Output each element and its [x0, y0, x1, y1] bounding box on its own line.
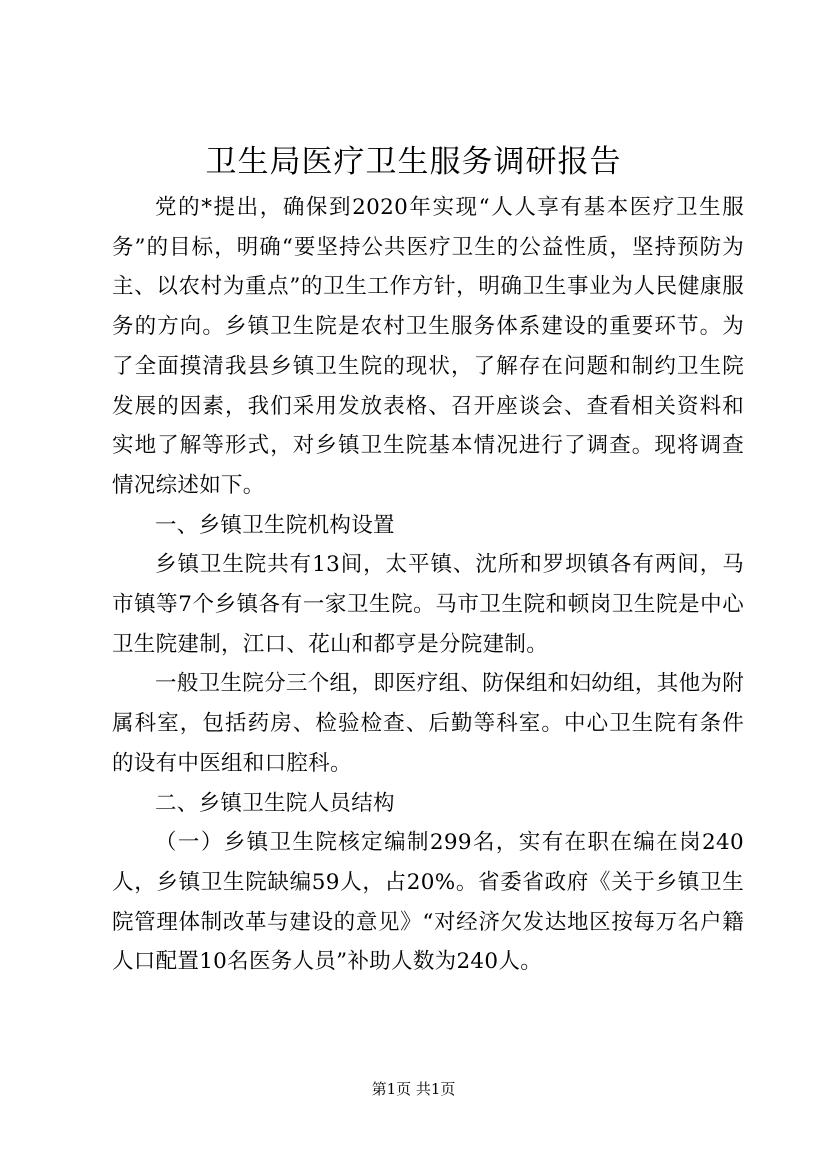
section-heading-2: 二、乡镇卫生院人员结构 [155, 790, 395, 816]
document-body [112, 188, 744, 982]
document-title: 卫生局医疗卫生服务调研报告 [205, 144, 622, 180]
section-2-paragraph-1: （一）乡镇卫生院核定编制299名，实有在职在编在岗240人，乡镇卫生院缺编59人，占20%。省委省政府《关于乡镇卫生院管理体制改革与建设的意见》“对经济欠发达地区按每万名户籍人口配置10名医务人员”补助人数为240人。 [112, 830, 744, 975]
section-1-paragraph-1: 乡镇卫生院共有13间，太平镇、沈所和罗坝镇各有两间，马市镇等7个乡镇各有一家卫生院。马市卫生院和顿岗卫生院是中心卫生院建制，江口、花山和都亨是分院建制。 [112, 552, 744, 657]
page-footer: 第1页 共1页 [371, 1080, 456, 1098]
section-heading-1: 一、乡镇卫生院机构设置 [155, 512, 395, 538]
section-1-paragraph-2: 一般卫生院分三个组，即医疗组、防保组和妇幼组，其他为附属科室，包括药房、检验检查、后勤等科室。中心卫生院有条件的设有中医组和口腔科。 [112, 671, 744, 776]
intro-paragraph: 党的*提出，确保到2020年实现“人人享有基本医疗卫生服务”的目标，明确“要坚持公共医疗卫生的公益性质，坚持预防为主、以农村为重点”的卫生工作方针，明确卫生事业为人民健康服务的方向。乡镇卫生院是农村卫生服务体系建设的重要环节。为了全面摸清我县乡镇卫生院的现状，了解存在问题和制约卫生院发展的因素，我们采用发放表格、召开座谈会、查看相关资料和实地了解等形式，对乡镇卫生院基本情况进行了调查。现将调查情况综述如下。 [112, 195, 744, 498]
